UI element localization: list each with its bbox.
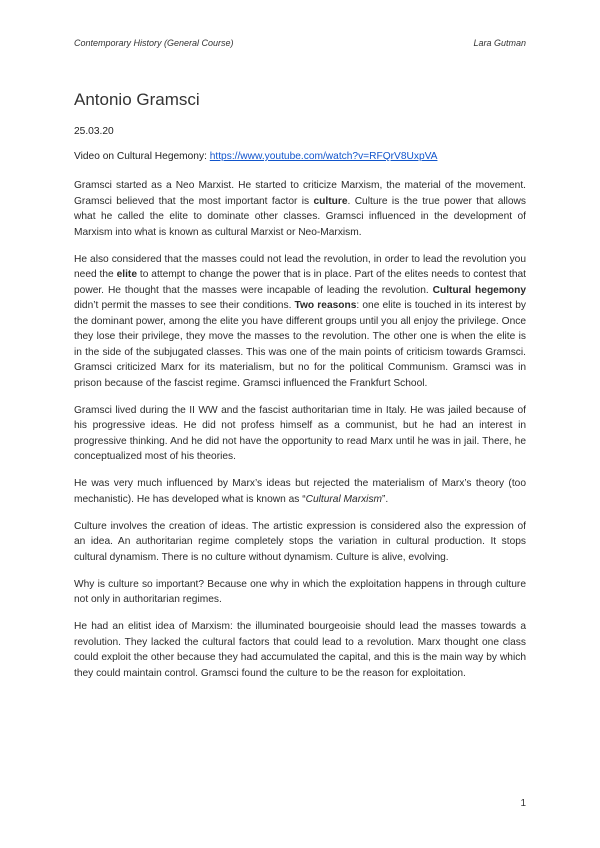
document-date: 25.03.20 xyxy=(74,126,114,137)
paragraph-1: Gramsci started as a Neo Marxist. He started to criticize Marxism, the material of the movement. Gramsci believed that the most important factor is culture. Culture is the true power that allows what he called the elite to dominate other classes. Gramsci influenced in the development of Marxism into what is known as cultural Marxist or Neo-Marxism. xyxy=(74,180,526,238)
header-course: Contemporary History (General Course) xyxy=(74,38,234,48)
bold-term: Two reasons xyxy=(294,300,357,311)
bold-term: culture xyxy=(313,195,348,207)
video-label: Video on Cultural Hegemony: xyxy=(74,151,210,162)
paragraph-3: Gramsci lived during the II WW and the fascist authoritarian time in Italy. He was jailed because of his progressive ideas. He did not profess himself as a communist, but he had an interest in progressive thinking. And he did not have the opportunity to read Marx until he was in jail. There, he conceptualized most of his theories. xyxy=(74,404,526,462)
header-author: Lara Gutman xyxy=(473,38,526,48)
bold-term: Cultural hegemony xyxy=(432,284,527,296)
video-reference xyxy=(74,151,437,162)
document-title: Antonio Gramsci xyxy=(74,90,200,109)
bold-term: elite xyxy=(116,269,137,280)
document-body xyxy=(74,178,526,693)
paragraph-6: Why is culture so important? Because one why in which the exploitation happens in through culture not only in authoritarian regimes. xyxy=(74,578,526,605)
paragraph-7: He had an elitist idea of Marxism: the illuminated bourgeoisie should lead the masses towards a revolution. They lacked the cultural factors that could lead to a revolution. Marx thought one class could exploit the other because they had accumulated the capital, and this is the main way by which they could maintain control. Gramsci found the culture to be the reason for exploitation. xyxy=(74,621,526,679)
page-number: 1 xyxy=(520,798,526,809)
paragraph-2: He also considered that the masses could not lead the revolution, in order to lead the revolution you need the elite to attempt to change the power that is in place. Part of the elites needs to contest that power. He thought that the masses were incapable of leading the revolution. Cultural hegemony didn’t permit the masses to see their conditions. Two reasons: one elite is touched in its interest by the dominant power, among the elite you have different groups until you all enjoy the privilege. Once they lose their privilege, they move the masses to the revolution. The other one is when the elite is in the side of the subjugated classes. This was one of the main points of criticism towards Gramsci. Gramsci criticized Marx for its materialism, but no for the political Communism. Gramsci was in prison because of the fascist regime. Gramsci influenced the Frankfurt School. xyxy=(74,253,527,389)
italic-term: Cultural Marxism xyxy=(305,493,383,505)
video-link[interactable]: https://www.youtube.com/watch?v=RFQrV8UxpVA xyxy=(209,151,438,162)
paragraph-5: Culture involves the creation of ideas. The artistic expression is considered also the expression of an idea. An authoritarian regime completely stops the variation in cultural production. It stops cultural dynamism. There is no culture without dynamism. Culture is alive, evolving. xyxy=(74,520,526,563)
paragraph-4: He was very much influenced by Marx’s ideas but rejected the materialism of Marx’s theory (too mechanistic). He has developed what is known as “Cultural Marxism”. xyxy=(74,478,526,505)
